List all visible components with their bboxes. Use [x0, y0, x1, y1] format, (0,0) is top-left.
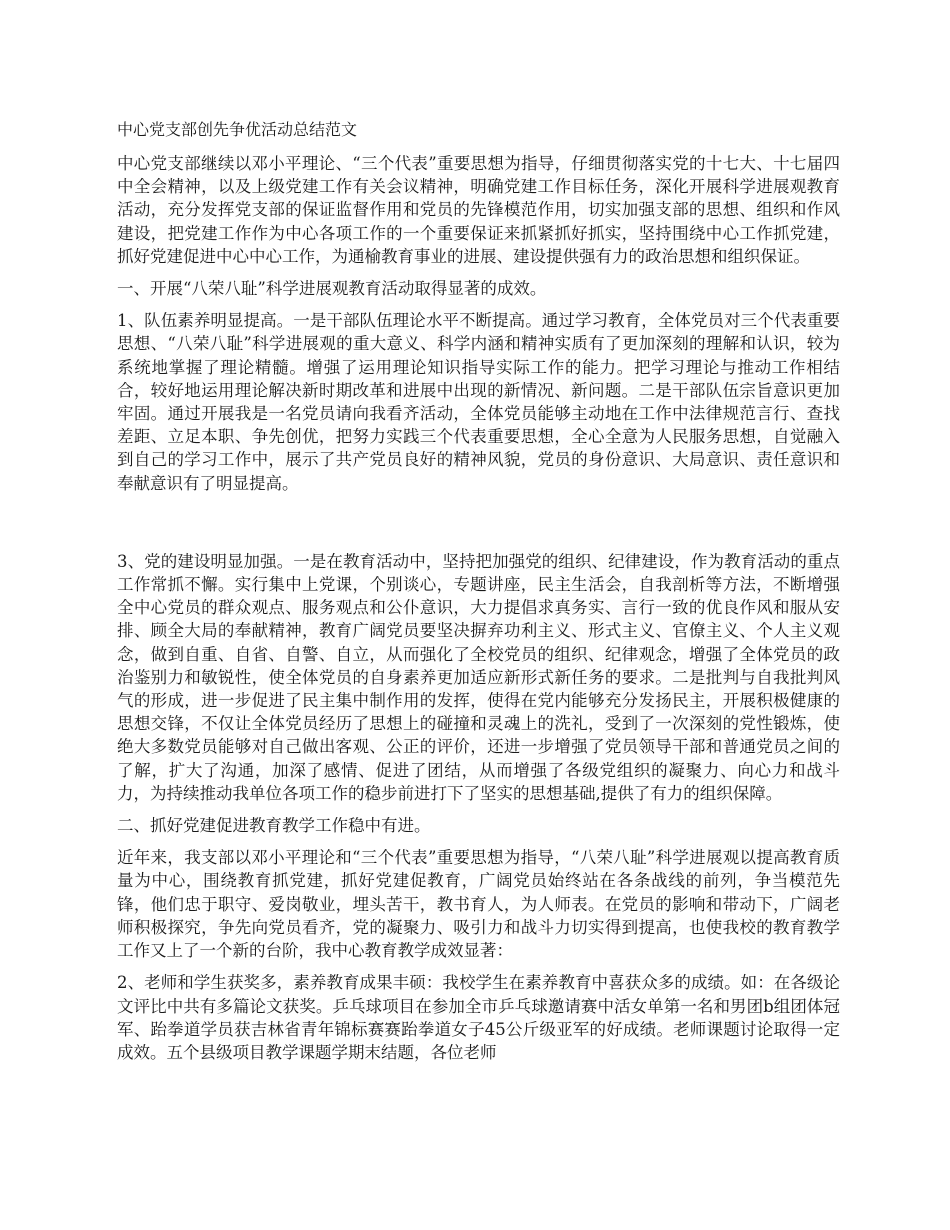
section2-heading: 二、抓好党建促进教育教学工作稳中有进。 [117, 816, 431, 836]
section2-paragraph: 近年来，我支部以邓小平理论和“三个代表”重要思想为指导，“八荣八耻”科学进展观以提高教育质量为中心，围绕教育抓党建，抓好党建促教育，广阔党员始终站在各条战线的前列，争当模范先锋，他们忠于职守、爱岗敬业，埋头苦干，教书育人，为人师表。在党员的影响和带动下，广阔老师积极探究，争先向党员看齐，党的凝聚力、吸引力和战斗力切实得到提高，也使我校的教育教学工作又上了一个新的台阶，我中心教育教学成效显著： [117, 848, 840, 961]
section1-item3-paragraph: 3、党的建设明显加强。一是在教育活动中，坚持把加强党的组织、纪律建设，作为教育活动的重点工作常抓不懈。实行集中上党课，个别谈心，专题讲座，民主生活会，自我剖析等方法，不断增强全中心党员的群众观点、服务观点和公仆意识，大力提倡求真务实、言行一致的优良作风和服从安排、顾全大局的奉献精神，教育广阔党员要坚决摒弃功利主义、形式主义、官僚主义、个人主义观念，做到自重、自省、自警、自立，从而强化了全校党员的组织、纪律观念，增强了全体党员的政治鉴别力和敏锐性，使全体党员的自身素养更加适应新形式新任务的要求。二是批判与自我批判风气的形成，进一步促进了民主集中制作用的发挥，使得在党内能够充分发扬民主，开展积极健康的思想交锋，不仅让全体党员经历了思想上的碰撞和灵魂上的洗礼，受到了一次深刻的党性锻炼，使绝大多数党员能够对自己做出客观、公正的评价，还进一步增强了党员领导干部和普通党员之间的了解，扩大了沟通，加深了感情、促进了团结，从而增强了各级党组织的凝聚力、向心力和战斗力，为持续推动我单位各项工作的稳步前进打下了坚实的思想基础,提供了有力的组织保障。 [117, 551, 840, 803]
section1-heading: 一、开展“八荣八耻”科学进展观教育活动取得显著的成效。 [117, 279, 547, 299]
document-page [117, 118, 840, 1064]
blank-space [117, 504, 840, 550]
intro-paragraph: 中心党支部继续以邓小平理论、“三个代表”重要思想为指导，仔细贯彻落实党的十七大、十七届四中全会精神，以及上级党建工作有关会议精神，明确党建工作目标任务，深化开展科学进展观教育活动，充分发挥党支部的保证监督作用和党员的先锋模范作用，切实加强支部的思想、组织和作风建设，把党建工作作为中心各项工作的一个重要保证来抓紧抓好抓实，坚持围绕中心工作抓党建，抓好党建促进中心中心工作，为通榆教育事业的进展、建设提供强有力的政治思想和组织保证。 [117, 154, 840, 266]
section2-item2-paragraph: 2、老师和学生获奖多，素养教育成果丰硕：我校学生在素养教育中喜获众多的成绩。如：在各级论文评比中共有多篇论文获奖。乒乓球项目在参加全市乒乓球邀请赛中活女单第一名和男团b组团体冠军、跆拳道学员获吉林省青年锦标赛赛跆拳道女子45公斤级亚军的好成绩。老师课题讨论取得一定成效。五个县级项目教学课题学期末结题，各位老师 [117, 973, 840, 1062]
document-title: 中心党支部创先争优活动总结范文 [117, 120, 358, 139]
section1-item1-paragraph: 1、队伍素养明显提高。一是干部队伍理论水平不断提高。通过学习教育，全体党员对三个代表重要思想、“八荣八耻”科学进展观的重大意义、科学内涵和精神实质有了更加深刻的理解和认识，较为系统地掌握了理论精髓。增强了运用理论知识指导实际工作的能力。把学习理论与推动工作相结合，较好地运用理论解决新时期改革和进展中出现的新情况、新问题。二是干部队伍宗旨意识更加牢固。通过开展我是一名党员请向我看齐活动，全体党员能够主动地在工作中法律规范言行、查找差距、立足本职、争先创优，把努力实践三个代表重要思想，全心全意为人民服务思想，自觉融入到自己的学习工作中，展示了共产党员良好的精神风貌，党员的身份意识、大局意识、责任意识和奉献意识有了明显提高。 [117, 311, 840, 493]
